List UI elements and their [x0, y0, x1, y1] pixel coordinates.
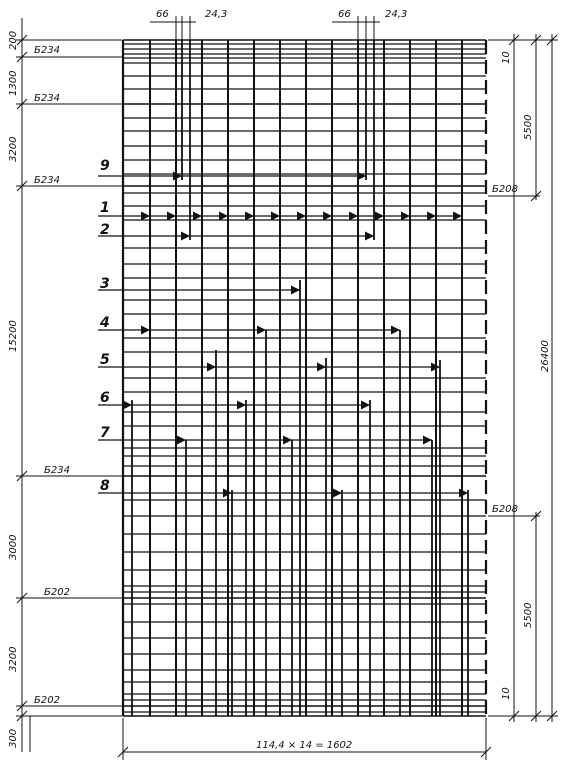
rebar-number-4: 4	[100, 315, 110, 331]
dim-10-bottom: 10	[501, 687, 512, 700]
dim-5500-bottom: 5500	[523, 602, 534, 628]
dim-bottom-width: 114,4 × 14 = 1602	[256, 740, 353, 751]
left-dimension-chain	[16, 18, 122, 752]
dim-200: 200	[8, 30, 19, 50]
dim-24-3-right: 24,3	[385, 9, 408, 20]
bar-label-b202-1: Б202	[44, 587, 70, 598]
rebar-number-5: 5	[100, 352, 110, 368]
rebar-number-8: 8	[100, 478, 110, 494]
rebar-leaders	[98, 176, 468, 493]
dim-5500-top: 5500	[523, 114, 534, 140]
dim-66-right: 66	[338, 9, 351, 20]
rebar-number-2: 2	[100, 222, 110, 238]
rebar-number-6: 6	[100, 390, 110, 406]
bottom-dimension	[118, 718, 491, 760]
dim-300: 300	[8, 728, 19, 748]
dim-66-left: 66	[156, 9, 169, 20]
rebar-number-7: 7	[100, 425, 110, 441]
dim-3200-top: 3200	[8, 136, 19, 162]
dim-3200-bottom: 3200	[8, 646, 19, 672]
dim-26400: 26400	[540, 340, 551, 372]
dim-24-3-left: 24,3	[205, 9, 228, 20]
dim-15200: 15200	[8, 320, 19, 352]
rebar-number-9: 9	[100, 158, 110, 174]
bar-label-b234-1: Б234	[34, 45, 60, 56]
dim-3000: 3000	[8, 534, 19, 560]
rebar-number-3: 3	[100, 276, 110, 292]
dim-10-top: 10	[501, 51, 512, 64]
bar-label-b202-2: Б202	[34, 695, 60, 706]
rebar-number-1: 1	[100, 200, 110, 216]
bar-label-b234-2: Б234	[34, 93, 60, 104]
bar-label-b234-3: Б234	[34, 175, 60, 186]
bar-label-b208-bottom: Б208	[492, 504, 518, 515]
bar-label-b234-4: Б234	[44, 465, 70, 476]
bar-label-b208-top: Б208	[492, 184, 518, 195]
dim-1300: 1300	[8, 70, 19, 96]
